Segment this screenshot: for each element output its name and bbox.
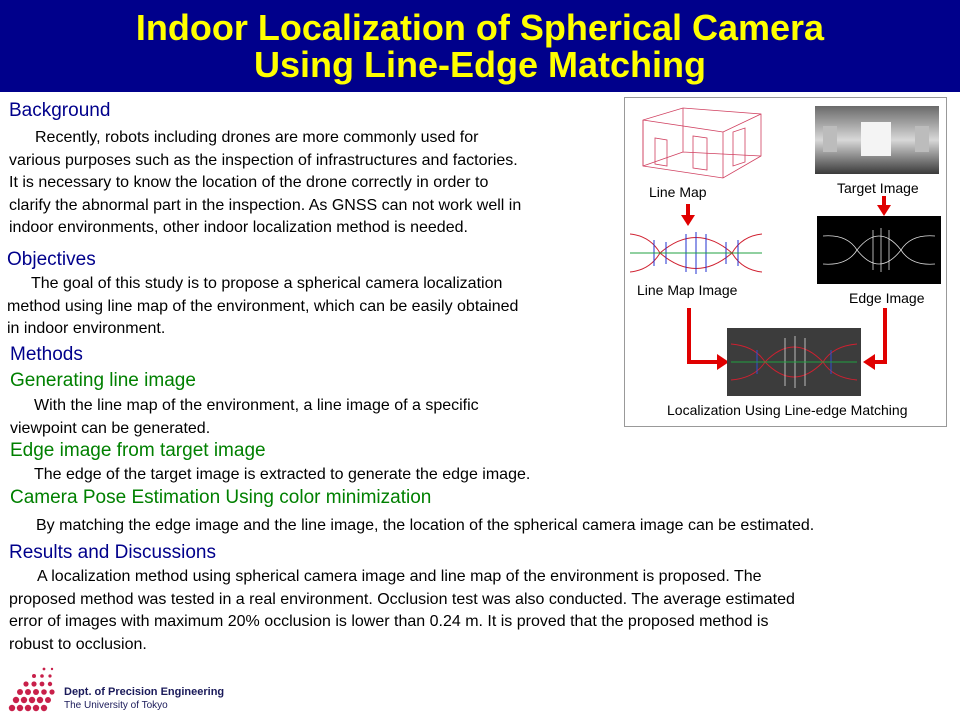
results-line: error of images with maximum 20% occlusion is lower than 0.24 m. It is proved that the proposed method is — [9, 613, 769, 630]
background-line: various purposes such as the inspection of infrastructures and factories. — [9, 151, 518, 169]
objectives-line: method using line map of the environment, which can be easily obtained — [7, 297, 519, 315]
line-map-label: Line Map — [649, 184, 707, 200]
line-map-image-label: Line Map Image — [637, 282, 738, 298]
results-line: robust to occlusion. — [9, 635, 147, 653]
background-heading: Background — [9, 100, 111, 121]
dept-name: Dept. of Precision Engineering — [64, 686, 225, 698]
background-line: It is necessary to know the location of the drone correctly in order to — [9, 174, 489, 191]
objectives-heading: Objectives — [7, 249, 96, 270]
method-3-heading: Camera Pose Estimation Using color minimization — [10, 487, 432, 508]
results-text — [9, 566, 795, 656]
title-line-2: Using Line-Edge Matching — [253, 44, 706, 85]
target-image-thumbnail — [815, 106, 939, 174]
university-logo-text — [64, 686, 224, 712]
down-arrow-icon — [681, 204, 695, 226]
method-2-text — [10, 464, 530, 487]
results-line: A localization method using spherical camera image and line map of the environment is proposed. The — [37, 568, 762, 585]
method-1-text — [10, 395, 479, 440]
background-line: Recently, robots including drones are more commonly used for — [35, 129, 479, 146]
background-line: clarify the abnormal part in the inspection. As GNSS can not work well in — [9, 196, 522, 214]
method-3-line: By matching the edge image and the line image, the location of the spherical camera image can be estimated. — [36, 517, 815, 534]
university-logo-icon — [6, 664, 62, 716]
method-1-line: With the line map of the environment, a line image of a specific — [34, 397, 479, 414]
method-1-heading: Generating line image — [10, 370, 196, 391]
edge-image-label: Edge Image — [849, 290, 925, 306]
background-text — [9, 127, 521, 240]
title-line-1: Indoor Localization of Spherical Camera — [135, 7, 825, 48]
edge-image-thumbnail — [817, 216, 941, 284]
title-banner — [0, 0, 960, 92]
university-name: The University of Tokyo — [64, 700, 168, 711]
objectives-text — [7, 273, 518, 341]
method-2-line: The edge of the target image is extracted to generate the edge image. — [34, 466, 531, 483]
results-heading: Results and Discussions — [9, 542, 216, 563]
line-map-wireframe — [633, 106, 765, 184]
bent-arrow-left-icon — [861, 308, 891, 378]
matching-result-thumbnail — [727, 328, 861, 396]
method-2-heading: Edge image from target image — [10, 440, 266, 461]
target-image-label: Target Image — [837, 180, 919, 196]
method-1-line: viewpoint can be generated. — [10, 419, 211, 437]
down-arrow-icon — [877, 196, 891, 216]
objectives-line: The goal of this study is to propose a spherical camera localization — [31, 275, 503, 292]
methods-heading: Methods — [10, 344, 83, 365]
line-map-image-thumbnail — [630, 228, 762, 278]
objectives-line: in indoor environment. — [7, 320, 166, 337]
method-3-text — [10, 515, 814, 538]
bent-arrow-right-icon — [681, 308, 731, 378]
figure-caption: Localization Using Line-edge Matching — [667, 402, 908, 418]
background-line: indoor environments, other indoor localization method is needed. — [9, 219, 468, 236]
results-line: proposed method was tested in a real environment. Occlusion test was also conducted. The average estimated — [9, 590, 795, 608]
method-figure — [624, 97, 947, 427]
